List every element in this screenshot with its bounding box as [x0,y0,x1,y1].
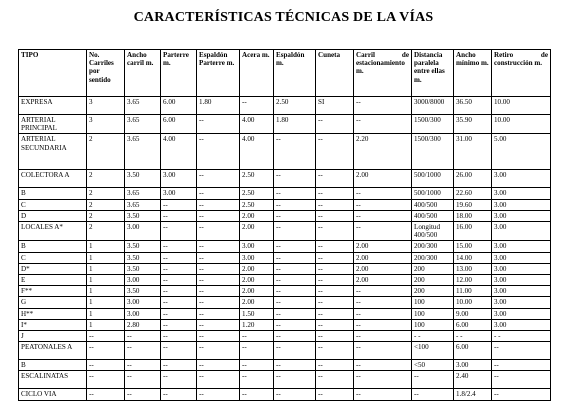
table-cell: -- [161,199,197,210]
page-title: CARACTERÍSTICAS TÉCNICAS DE LA VÍAS [133,10,434,25]
table-cell: 14.00 [454,252,492,263]
table-body [19,97,551,401]
table-cell: 100 [412,319,454,330]
table-cell: -- [354,97,412,115]
table-cell: 2 [87,170,125,188]
table-cell: 3.00 [161,170,197,188]
table-cell: -- [240,331,274,342]
table-cell: -- [316,252,354,263]
table-cell: 200 [412,263,454,274]
table-cell: -- [316,199,354,210]
table-cell: -- [197,308,240,319]
table-cell: 3.65 [125,115,161,134]
table-cell: -- [316,389,354,400]
table-cell: 3.65 [125,199,161,210]
column-header: Ancho mínimo m. [454,50,492,97]
table-cell: -- [274,241,316,252]
table-cell: 2.00 [354,263,412,274]
table-cell: -- [197,252,240,263]
table-cell: -- [274,371,316,389]
table-cell: 200/300 [412,252,454,263]
table-cell: -- [354,286,412,297]
table-cell: -- [274,389,316,400]
table-cell: 3.00 [125,222,161,241]
table-cell: -- [197,331,240,342]
table-cell: 3.65 [125,134,161,170]
table-cell: 3.00 [161,188,197,199]
row-type-cell: B [19,360,87,371]
table-cell: -- [161,371,197,389]
table-cell: -- [316,170,354,188]
table-row [19,210,551,221]
table-cell: -- [197,297,240,308]
table-cell: -- [412,371,454,389]
table-cell: 10.00 [454,297,492,308]
table-cell: -- [197,241,240,252]
table-cell: -- [274,319,316,330]
table-cell: -- [197,319,240,330]
table-row [19,241,551,252]
table-cell: 3.50 [125,241,161,252]
table-cell: -- [316,115,354,134]
table-cell: <50 [412,360,454,371]
table-cell: 3.50 [125,210,161,221]
row-type-cell: G [19,297,87,308]
table-row [19,252,551,263]
table-cell: -- [316,263,354,274]
table-cell: -- [274,331,316,342]
table-cell: 3.00 [125,275,161,286]
table-cell: 3.00 [454,360,492,371]
table-cell: -- [354,360,412,371]
table-cell: -- [240,97,274,115]
table-row [19,342,551,360]
table-cell: 3.65 [125,97,161,115]
table-cell: Longitud 400/500 [412,222,454,241]
table-cell: SI [316,97,354,115]
table-cell: -- [412,389,454,400]
table-cell: -- [316,134,354,170]
table-cell: 100 [412,308,454,319]
table-cell: -- [197,199,240,210]
table-cell: 200 [412,275,454,286]
table-cell: 2.00 [354,275,412,286]
row-type-cell: I* [19,319,87,330]
table-cell: 2.00 [240,275,274,286]
row-type-cell: ARTERIAL PRINCIPAL [19,115,87,134]
table-row [19,263,551,274]
table-cell: 6.00 [161,115,197,134]
column-header: TIPO [19,50,87,97]
table-cell: -- [354,210,412,221]
table-row [19,297,551,308]
table-cell: -- [492,360,551,371]
table-cell: 1.50 [240,308,274,319]
table-cell: 11.00 [454,286,492,297]
row-type-cell: ESCALINATAS [19,371,87,389]
table-cell: 3.00 [492,222,551,241]
table-cell: 1 [87,286,125,297]
column-header: Acera m. [240,50,274,97]
row-type-cell: H** [19,308,87,319]
table-cell: -- [197,115,240,134]
table-cell: -- [316,297,354,308]
table-row [19,170,551,188]
column-header: Ancho carril m. [125,50,161,97]
table-cell: -- [240,360,274,371]
technical-table-container [18,49,550,401]
column-header: Espaldón m. [274,50,316,97]
table-cell: -- [354,319,412,330]
column-header: Cuneta [316,50,354,97]
table-cell: 4.00 [240,134,274,170]
table-header-row [19,50,551,97]
table-cell: -- [274,342,316,360]
table-row [19,222,551,241]
table-cell: 2.50 [240,188,274,199]
table-cell: 13.00 [454,263,492,274]
row-type-cell: B [19,188,87,199]
table-cell: - - [492,331,551,342]
table-cell: 2 [87,134,125,170]
table-cell: -- [316,371,354,389]
table-cell: 3.00 [240,241,274,252]
table-cell: -- [316,210,354,221]
row-type-cell: C [19,199,87,210]
table-cell: - - [454,331,492,342]
table-cell: -- [240,389,274,400]
table-cell: 2 [87,222,125,241]
table-cell: -- [274,199,316,210]
table-cell: -- [125,389,161,400]
table-cell: -- [197,286,240,297]
table-cell: -- [197,371,240,389]
table-cell: -- [354,115,412,134]
table-cell: 3.00 [492,252,551,263]
table-cell: 1 [87,263,125,274]
table-cell: 2.00 [240,222,274,241]
table-cell: 3.00 [125,297,161,308]
table-cell: -- [274,286,316,297]
table-cell: -- [197,210,240,221]
table-cell: 3.00 [492,263,551,274]
table-cell: 22.60 [454,188,492,199]
table-cell: -- [161,275,197,286]
table-cell: -- [197,134,240,170]
table-cell: -- [316,308,354,319]
table-cell: 1.8/2.4 [454,389,492,400]
table-cell: -- [274,134,316,170]
row-type-cell: ARTERIAL SECUNDARIA [19,134,87,170]
table-cell: 35.90 [454,115,492,134]
table-cell: -- [161,342,197,360]
table-cell: 2.00 [354,241,412,252]
table-cell: 200/300 [412,241,454,252]
table-cell: -- [354,308,412,319]
table-cell: 12.00 [454,275,492,286]
row-type-cell: EXPRESA [19,97,87,115]
technical-table [18,49,551,401]
table-cell: -- [125,360,161,371]
table-cell: -- [87,360,125,371]
table-cell: -- [161,210,197,221]
table-cell: -- [274,222,316,241]
table-cell: 3.00 [492,199,551,210]
table-cell: -- [197,342,240,360]
table-cell: -- [274,297,316,308]
table-cell: 2.00 [240,210,274,221]
table-cell: -- [316,275,354,286]
table-cell: -- [161,263,197,274]
table-row [19,360,551,371]
table-cell: -- [354,371,412,389]
table-cell: 1500/300 [412,134,454,170]
table-cell: 1.80 [274,115,316,134]
table-cell: -- [354,222,412,241]
table-cell: -- [274,263,316,274]
table-cell: -- [161,222,197,241]
table-cell: -- [316,331,354,342]
table-row [19,389,551,400]
table-cell: -- [197,389,240,400]
table-cell: -- [316,319,354,330]
table-cell: 2 [87,199,125,210]
table-cell: 2 [87,188,125,199]
table-cell: -- [492,389,551,400]
table-cell: 2.50 [240,199,274,210]
table-cell: 2.50 [274,97,316,115]
column-header: No. Carriles por sentido [87,50,125,97]
table-cell: -- [87,331,125,342]
table-cell: 1 [87,241,125,252]
column-header: Parterre m. [161,50,197,97]
table-cell: 1 [87,319,125,330]
table-cell: -- [161,319,197,330]
table-row [19,115,551,134]
row-type-cell: COLECTORA A [19,170,87,188]
table-row [19,308,551,319]
table-cell: -- [161,308,197,319]
table-cell: 3000/8000 [412,97,454,115]
table-cell: 2.50 [240,170,274,188]
table-cell: 10.00 [492,115,551,134]
table-cell: 1 [87,252,125,263]
table-cell: -- [125,331,161,342]
table-cell: 3.50 [125,170,161,188]
table-cell: -- [197,188,240,199]
row-type-cell: J [19,331,87,342]
table-cell: 3.00 [492,286,551,297]
table-cell: -- [87,342,125,360]
table-cell: 1.80 [197,97,240,115]
column-header: Retiro de construcción m. [492,50,551,97]
table-cell: 10.00 [492,97,551,115]
table-cell: -- [354,199,412,210]
table-cell: -- [274,308,316,319]
table-cell: 400/500 [412,199,454,210]
table-cell: -- [316,286,354,297]
table-cell: 4.00 [161,134,197,170]
table-cell: 1 [87,275,125,286]
table-cell: 31.00 [454,134,492,170]
table-row [19,331,551,342]
row-type-cell: D* [19,263,87,274]
table-cell: 9.00 [454,308,492,319]
table-cell: 6.00 [454,319,492,330]
table-row [19,319,551,330]
table-cell: 6.00 [454,342,492,360]
table-cell: 100 [412,297,454,308]
row-type-cell: LOCALES A* [19,222,87,241]
table-cell: 3.00 [125,308,161,319]
row-type-cell: B [19,241,87,252]
table-cell: 1 [87,308,125,319]
table-cell: -- [197,263,240,274]
row-type-cell: CICLO VIA [19,389,87,400]
table-cell: -- [316,342,354,360]
table-cell: 3.00 [240,252,274,263]
table-cell: 3.50 [125,286,161,297]
row-type-cell: E [19,275,87,286]
table-row [19,97,551,115]
table-cell: 3.00 [492,170,551,188]
table-cell: - - [412,331,454,342]
table-cell: 2.40 [454,371,492,389]
table-cell: 500/1000 [412,170,454,188]
table-row [19,188,551,199]
table-cell: -- [161,297,197,308]
table-row [19,199,551,210]
table-cell: 4.00 [240,115,274,134]
table-cell: -- [161,252,197,263]
table-cell: 2.00 [240,263,274,274]
table-cell: 3.00 [492,188,551,199]
table-row [19,275,551,286]
table-cell: 3 [87,115,125,134]
table-cell: 1.20 [240,319,274,330]
table-cell: 3.00 [492,241,551,252]
table-cell: 3.00 [492,308,551,319]
table-cell: -- [316,360,354,371]
table-cell: 2.00 [240,286,274,297]
table-cell: -- [492,342,551,360]
table-cell: -- [125,371,161,389]
table-row [19,286,551,297]
table-cell: 1 [87,297,125,308]
table-cell: 19.60 [454,199,492,210]
column-header: Espaldón Parterre m. [197,50,240,97]
table-cell: 36.50 [454,97,492,115]
column-header: Carril de estacionamiento m. [354,50,412,97]
table-cell: 5.00 [492,134,551,170]
table-cell: -- [197,360,240,371]
row-type-cell: PEATONALES A [19,342,87,360]
table-cell: 2.20 [354,134,412,170]
table-cell: <100 [412,342,454,360]
table-cell: -- [274,275,316,286]
table-cell: 3.50 [125,252,161,263]
table-cell: 2.00 [240,297,274,308]
table-cell: 2.00 [354,170,412,188]
table-cell: 16.00 [454,222,492,241]
table-cell: -- [492,371,551,389]
table-cell: 3.00 [492,275,551,286]
table-cell: 1500/300 [412,115,454,134]
table-cell: -- [161,389,197,400]
table-cell: -- [161,360,197,371]
table-cell: 6.00 [161,97,197,115]
table-cell: -- [87,371,125,389]
table-cell: 3.00 [492,319,551,330]
table-cell: -- [125,342,161,360]
table-cell: -- [354,188,412,199]
table-cell: -- [161,331,197,342]
table-cell: -- [197,222,240,241]
table-cell: -- [197,275,240,286]
table-row [19,371,551,389]
table-cell: 15.00 [454,241,492,252]
column-header: Distancia paralela entre ellas m. [412,50,454,97]
table-cell: -- [87,389,125,400]
table-cell: -- [161,286,197,297]
table-cell: -- [274,360,316,371]
row-type-cell: C [19,252,87,263]
row-type-cell: F** [19,286,87,297]
table-cell: -- [274,188,316,199]
table-cell: 3.65 [125,188,161,199]
table-cell: -- [354,389,412,400]
table-cell: 2 [87,210,125,221]
table-cell: -- [274,252,316,263]
table-cell: -- [197,170,240,188]
table-cell: 2.80 [125,319,161,330]
row-type-cell: D [19,210,87,221]
table-cell: -- [240,342,274,360]
table-cell: 400/500 [412,210,454,221]
table-cell: -- [354,331,412,342]
table-cell: 3.50 [125,263,161,274]
table-cell: 26.00 [454,170,492,188]
table-cell: -- [354,342,412,360]
table-row [19,134,551,170]
table-cell: -- [274,170,316,188]
table-cell: -- [240,371,274,389]
table-cell: 3.00 [492,297,551,308]
table-cell: -- [274,210,316,221]
table-cell: 2.00 [354,252,412,263]
table-cell: -- [161,241,197,252]
table-cell: 3.00 [492,210,551,221]
table-cell: 18.00 [454,210,492,221]
table-cell: -- [316,188,354,199]
table-cell: 500/1000 [412,188,454,199]
table-cell: -- [316,222,354,241]
table-cell: -- [316,241,354,252]
table-cell: -- [354,297,412,308]
table-cell: 200 [412,286,454,297]
table-cell: 3 [87,97,125,115]
